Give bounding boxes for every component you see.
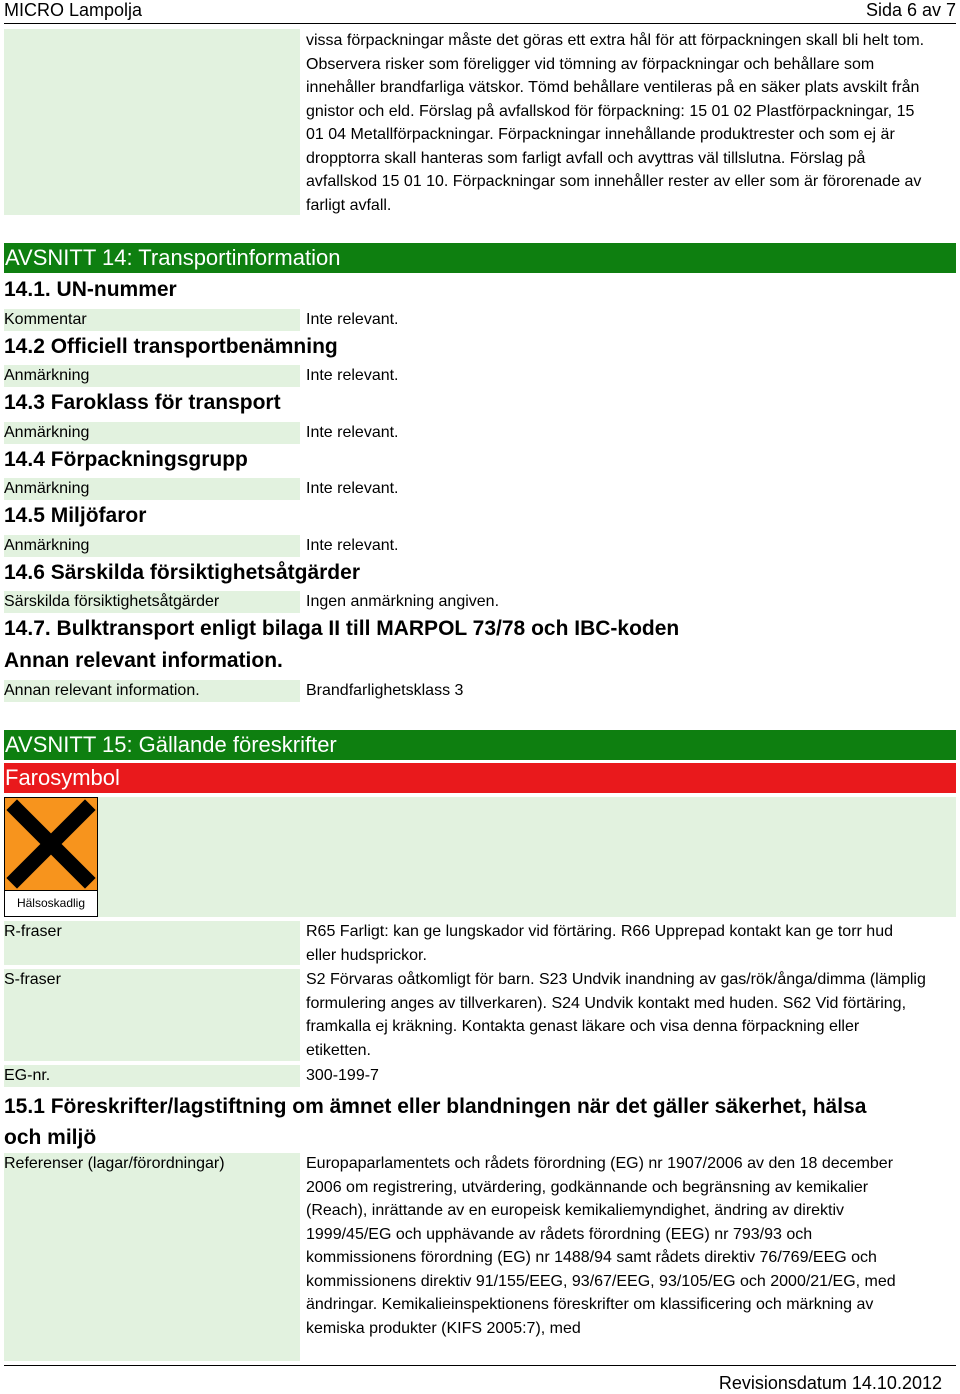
s-phrases-value: S2 Förvaras oåtkomligt för barn. S23 Undvik inandning av gas/rök/ånga/dimma (lämplig formulering anges av tillverkaren). S24 Undvik kontakt med huden. S62 Vid förtäring, framkalla ej kräkning. Kontakta genast läkare och visa denna förpackning eller etiketten. [306, 971, 926, 1059]
eg-number-value: 300-199-7 [306, 1067, 379, 1084]
label-14-6: Särskilda försiktighetsåtgärder [4, 591, 300, 613]
label-other-info: Annan relevant information. [4, 680, 300, 702]
hazard-symbol-row [4, 797, 956, 917]
value-14-5: Inte relevant. [306, 537, 399, 554]
farosymbol-title: Farosymbol [5, 765, 120, 790]
value-14-4: Inte relevant. [306, 480, 399, 497]
references-label: Referenser (lagar/förordningar) [4, 1153, 300, 1361]
section13-label-cell [4, 29, 300, 215]
heading-14-1: 14.1. UN-nummer [4, 278, 177, 301]
r-phrases-value: R65 Farligt: kan ge lungskador vid förtäring. R66 Upprepad kontakt kan ge torr hud eller hudsprickor. [306, 923, 893, 964]
heading-15-1: 15.1 Föreskrifter/lagstiftning om ämnet eller blandningen när det gäller säkerhet, hälsa och miljö [4, 1095, 867, 1149]
product-name: MICRO Lampolja [4, 0, 143, 20]
heading-other-info: Annan relevant information. [4, 649, 283, 672]
r-phrases-label: R-fraser [4, 921, 300, 965]
value-14-2: Inte relevant. [306, 367, 399, 384]
section14-title-bar [4, 243, 956, 273]
label-14-2: Anmärkning [4, 365, 300, 387]
header-divider [4, 23, 956, 24]
hazard-caption: Hälsoskadlig [5, 890, 97, 916]
value-other-info: Brandfarlighetsklass 3 [306, 682, 464, 699]
heading-14-2: 14.2 Officiell transportbenämning [4, 335, 338, 358]
label-14-3: Anmärkning [4, 422, 300, 444]
eg-number-label: EG-nr. [4, 1065, 300, 1087]
label-14-1: Kommentar [4, 309, 300, 331]
heading-14-5: 14.5 Miljöfaror [4, 504, 147, 527]
hazard-symbol [4, 797, 98, 917]
harmful-x-icon [5, 798, 97, 890]
heading-14-3: 14.3 Faroklass för transport [4, 391, 281, 414]
label-14-5: Anmärkning [4, 535, 300, 557]
farosymbol-bar [4, 763, 956, 793]
section15-title-bar [4, 730, 956, 760]
footer-divider [4, 1365, 956, 1366]
heading-14-4: 14.4 Förpackningsgrupp [4, 448, 248, 471]
value-14-3: Inte relevant. [306, 424, 399, 441]
references-value: Europaparlamentets och rådets förordning (EG) nr 1907/2006 av den 18 december 2006 om registrering, utvärdering, godkännande och begränsning av kemikalier (Reach), inrättande av en europeisk kemikaliemyndighet, ändring av direktiv 1999/45/EG och upphävande av rådets förordning (EEG) nr 793/93 och kommissionens förordning (EG) nr 1488/94 samt rådets direktiv 76/769/EEG och kommissionens direktiv 91/155/EEG, 93/67/EEG, 93/105/EG och 2000/21/EG, med ändringar. Kemikalieinspektionens föreskrifter om klassificering och märkning av kemiska produkter (KIFS 2005:7), med [306, 1155, 896, 1337]
label-14-4: Anmärkning [4, 478, 300, 500]
page-number: Sida 6 av 7 [865, 0, 956, 20]
section15-title: AVSNITT 15: Gällande föreskrifter [5, 732, 337, 757]
value-14-6: Ingen anmärkning angiven. [306, 593, 500, 610]
revision-date: Revisionsdatum 14.10.2012 [718, 1373, 942, 1393]
section13-disposal-text: vissa förpackningar måste det göras ett extra hål för att förpackningen skall bli helt tom. Observera risker som föreligger vid tömning av förpackningar och behållare som innehåller brandfarliga vätskor. Tömd behållare ventileras på en säker plats avskilt från gnistor och eld. Förslag på avfallskod för förpackning: 15 01 02 Plastförpackningar, 15 01 04 Metallförpackningar. Förpackningar innehållande produktrester och som ej är dropptorra skall hanteras som farligt avfall och avyttras väl tillslutna. Förslag på avfallskod 15 01 10. Förpackningar som innehåller rester av eller som är förorenade av farligt avfall. [306, 32, 925, 214]
heading-14-7: 14.7. Bulktransport enligt bilaga II till MARPOL 73/78 och IBC-koden [4, 617, 680, 640]
value-14-1: Inte relevant. [306, 311, 399, 328]
s-phrases-label: S-fraser [4, 969, 300, 1061]
heading-14-6: 14.6 Särskilda försiktighetsåtgärder [4, 561, 360, 584]
section14-title: AVSNITT 14: Transportinformation [5, 245, 341, 270]
